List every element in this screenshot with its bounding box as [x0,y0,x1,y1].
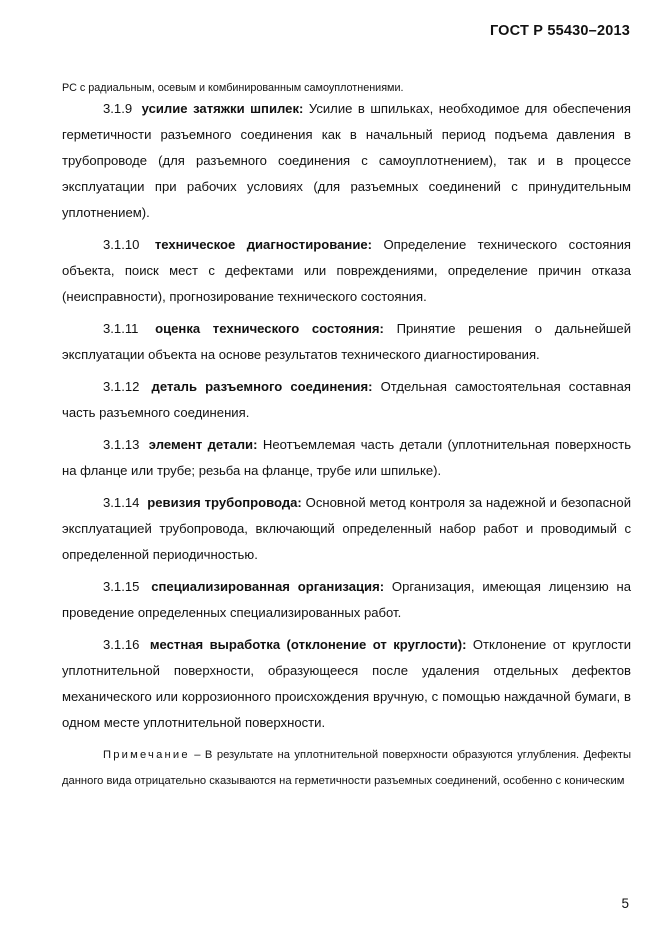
term-number: 3.1.11 [103,321,139,336]
term-number: 3.1.10 [103,237,140,252]
term-number: 3.1.15 [103,579,140,594]
term-definition: Основной метод контроля за надежной и безопасной эксплуатацией трубопровода, включающий определенный набор работ и проводимый с определенной периодичностью. [62,495,632,562]
term-entry [62,96,631,226]
term-title: деталь разъемного соединения: [151,379,373,394]
term-number: 3.1.13 [103,437,140,452]
term-title: оценка технического состояния: [155,321,384,336]
term-title: элемент детали: [148,437,258,452]
term-definition: Неотъемлемая часть детали (уплотнительная поверхность на фланце или трубе; резьба на фланце, трубе или шпильке). [62,437,632,478]
term-title: техническое диагностирование: [154,237,373,252]
note-paragraph [62,742,631,794]
term-number: 3.1.12 [103,379,140,394]
term-number: 3.1.16 [103,637,140,652]
term-title: усилие затяжки шпилек: [141,101,304,116]
term-number: 3.1.9 [103,101,133,116]
term-definition: Усилие в шпильках, необходимое для обеспечения герметичности разъемного соединения как в начальный период подъема давления в трубопроводе (для разъемного соединения с самоуплотнением), так и в процессе эксплуатации при рабочих условиях (для разъемных соединений с принудительным уплотнением). [62,101,632,220]
term-title: специализированная организация: [151,579,385,594]
document-body [62,96,631,794]
term-definition: Определение технического состояния объекта, поиск мест с дефектами или повреждениями, определение причин отказа (неисправности), прогнозирование технического состояния. [62,237,632,304]
term-entry [62,632,631,736]
term-entry [62,432,631,484]
page-number: 5 [621,896,629,911]
term-number: 3.1.14 [103,495,140,510]
term-definition: Отдельная самостоятельная составная часть разъемного соединения. [62,379,632,420]
term-entry [62,574,631,626]
note-label: Примечание [103,749,190,761]
term-definition: Организация, имеющая лицензию на проведение определенных специализированных работ. [62,579,631,620]
term-entry [62,490,631,568]
term-definition: Принятие решения о дальнейшей эксплуатации объекта на основе результатов технического диагностирования. [62,321,632,362]
term-definition: Отклонение от круглости уплотнительной поверхности, образующееся после удаления отдельных дефектов механического или коррозионного происхождения вручную, с помощью наждачной бумаги, в одном месте уплотнительной поверхности. [62,637,632,730]
term-entry [62,232,631,310]
term-title: местная выработка (отклонение от круглости): [149,637,467,652]
term-entry [62,374,631,426]
carryover-text: РС с радиальным, осевым и комбинированным самоуплотнениями. [62,81,404,94]
document-header: ГОСТ Р 55430–2013 [489,23,630,39]
note-text: – В результате на уплотнительной поверхности образуются углубления. Дефекты данного вида отрицательно сказываются на герметичности разъемных соединений, особенно с коническим [62,749,631,787]
term-title: ревизия трубопровода: [147,495,302,510]
term-entry [62,316,631,368]
